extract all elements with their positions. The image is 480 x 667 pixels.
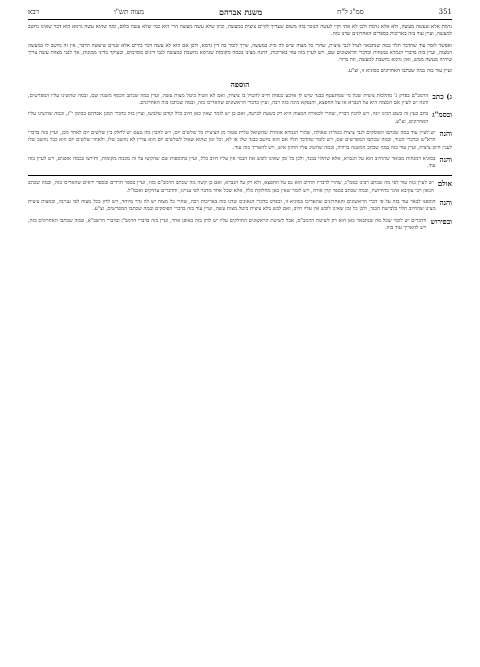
- item-lead-word: והנה: [439, 155, 452, 164]
- section-item: [28, 93, 452, 108]
- bottom-lead-word: ובפירוש: [430, 217, 452, 226]
- bottom-item: [28, 199, 452, 214]
- top-paragraph-2: ואפשר לומר עוד שהדבר תלוי במה שנתבאר לעיל לגבי ציצית, שהרי כל מצוה שיש לה סייג במעשה, שייך לומר בה דין גרמא, ולכן אם הוא לא עשה דבר בידים אלא שגרם שיעשה הדבר, אין זה נחשב לו כמעשה המצוה, ועיין בזה בדברי הגמרא במנחות ובדברי הראשונים שם, ויש לעיין בזה עוד באריכות, דהנה מצינו בכמה מקומות שגרמא נחשבת כמעשה לגבי דינים מסוימים, ובעיקר בדיני ממונות, אך לגבי מצוות עשה צריך שיהיה מעשה ממש, ואין גרמא נחשבת למעשה, וזה ברור.: [28, 42, 452, 64]
- item-text: יש לעיין עוד במה שכתבו הפוסקים לגבי ציצית בטלית שאולה, שהרי הגמרא אומרת שהשואל טלית פטור מן הציצית כל שלשים יום, ויש להבין מה טעם יש לחלק בין שלשים יום לאחר מכן, ועיין בזה בדברי הרא"ש ובדברי הטור, ובמה שכתבו המפרשים שם, ויש לומר שהדבר תלוי אם הוא נחשב כבגד שלו או לא, וכל זמן שהוא שאול לשלשים יום הוא עדיין לא נחשב שלו, ולאחר שלשים יום הוא כבר נחשב שלו לענין חיוב ציצית, ועיין עוד בזה במה שכתב המשנה ברורה, ובמה שהשיג עליו החזון איש, ויש להאריך בזה עוד.: [28, 129, 452, 151]
- section-title: הוספה: [230, 79, 250, 89]
- section-divider: [28, 175, 452, 176]
- header-left-label: רבא: [28, 8, 40, 16]
- item-lead-word: ג) כתב: [432, 92, 452, 101]
- bottom-text: הוספנו לבאר עוד בזה על פי דברי הראשונים והאחרונים שהאריכו בסוגיא זו, ובפרט בדברי הגאונים שדנו בזה באריכות רבה, שהרי כל מצוה יש לה גדר מיוחד, ויש לדון בכל מצוה לפי עניינה, ובמצות ציצית מצינו שהחיוב תלוי בלבישת הבגד, ולכן כל זמן שאינו לובש אין עליו חיוב, ואם לבש בלא ציצית ביטל מצות עשה, ועיין עוד בזה בדברי הפוסקים ובמה שכתבו המפרשים, וצ"ע.: [28, 199, 436, 213]
- section-item: [28, 156, 452, 171]
- header-page-number: 351: [438, 8, 452, 16]
- item-text: כתב כעין זה בשם רבינו יונה, ויש להבין דבריו, שהרי לכאורה המצוה היא רק בשעת לבישה, ואם כן יש לומר שאין כאן חיוב כלל קודם שלבשו, ועיין בזה בדברי המגן אברהם בסימן י"ג, ובמה שהשיגו עליו האחרונים, וצ"ע.: [28, 111, 429, 125]
- bottom-item: [28, 218, 452, 233]
- bottom-text: יש לעיין בזה עוד לפי מה שכתב רבינו בסמ"ג, שהרי לדבריו החיוב הוא גם על החפצא, ולא רק על הגברא, ואם כן קשה מה שכתב הרמב"ם בזה, ועיין בספר חרדים ובספר יראים שהאריכו בזה, ובמה שכתב הגאון רבי עקיבא איגר בחידושיו, ובמה שכתב בספר קרן אורה, ויש לומר שאין כאן מחלוקת כלל, אלא שכל אחד מדבר לפי עניינו, והדברים עתיקים ואכמ"ל.: [28, 180, 434, 194]
- header-page-label: סמ"ג ל"ח: [337, 8, 364, 16]
- header-book-title: משנת אברהם: [219, 7, 263, 17]
- section-item: [28, 130, 452, 152]
- page-header: [28, 8, 452, 20]
- bottom-lead-word: אולם: [437, 180, 452, 189]
- top-paragraph-1: גרמת אלא שעשה מעשה, ולא אלא גרמה ולכן לא אתי וקיי לעשה הנזכר בזה משום שצריך לקיים ציצית במעשה, וכיון שלא עשה מעשה הרי הוא כמי שלא עשה כלום, ומה שהוא עשה גרמא הוא דבר שאינו נחשב למעשה, ועיין עוד בזה באריכות בספרים האחרונים שדנו בזה.: [28, 24, 452, 38]
- item-text: בסוגיא דמנחות מבואר שהחיוב הוא על הגברא, אלא שתלוי בבגד, ולכן כל זמן שאינו לובש את הבגד אין עליו חיוב כלל, ועיין בתוספות שם שהקשו על זה מכמה מקומות, ותירצו בכמה אופנים, ויש לעיין בזה עוד.: [28, 155, 436, 170]
- header-mitzvah-ref: מצוה תש"ו: [113, 8, 145, 16]
- top-closing-line: ועיין עוד בזה במה שכתבו האחרונים בסוגיא זו, וצ"ע.: [347, 68, 452, 75]
- bottom-item: [28, 180, 452, 195]
- item-text: הרמב"ם בפרק ג' מהלכות ציצית שכל מי שמתעטף בבגד שיש לו ארבע כנפות חייב להטיל בו ציצית, ואם לא הטיל ביטל מצות עשה, ועיין במה שכתב הכסף משנה שם, ובמה שהשיגו עליו המפרשים, והנה יש לעיין אם המצוה היא על הגברא או על החפצא, והנפקא מינה בזה רבה, ועיין בדברי הראשונים שהאריכו בזה, ובמה שכתבו בזה האחרונים.: [28, 92, 429, 107]
- bottom-text: הדברים יש לומר שכל מה שנתבאר כאן הוא רק לשיטת הרמב"ם, אבל לשיטת הראשונים החולקים עליו יש לדון בזה באופן אחר, ועיין בזה בדברי הרמב"ן ובדברי הרשב"א, ובמה שכתבו האחרונים בזה, ויש להאריך עוד בזה.: [28, 217, 427, 231]
- bottom-lead-word: והנה: [439, 199, 452, 208]
- section-item: [28, 111, 452, 126]
- item-lead-word: והנה: [439, 129, 452, 138]
- item-lead-word: ובסמ"ג: [432, 111, 452, 120]
